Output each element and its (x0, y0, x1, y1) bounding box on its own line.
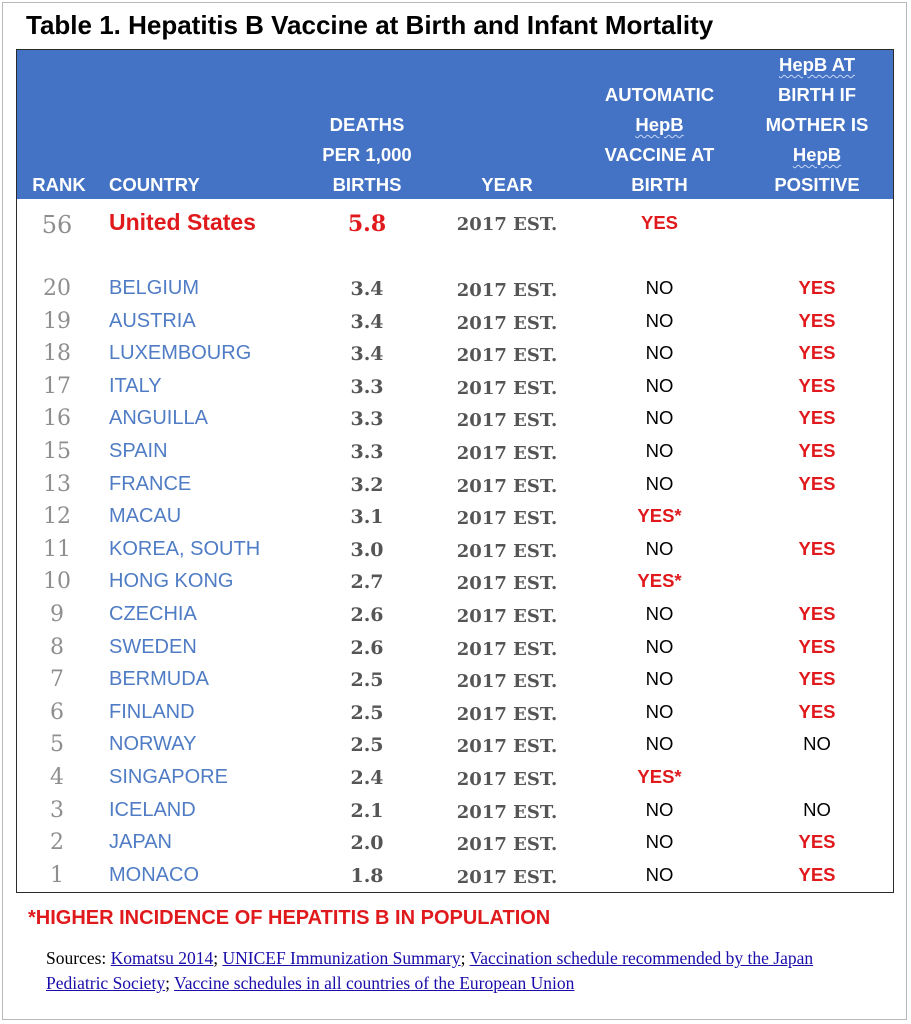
country-cell: MONACO (109, 863, 199, 886)
auto-hepb-cell: NO (645, 635, 674, 657)
year-cell: 2017 EST. (456, 540, 558, 562)
auto-hepb-cell: NO (645, 472, 674, 494)
source-link-eu-schedules[interactable]: Vaccine schedules in all countries of the European Union (174, 973, 575, 993)
auto-hepb-cell: NO (645, 733, 674, 755)
country-cell: FINLAND (109, 700, 195, 723)
deaths-cell: 2.0 (350, 832, 384, 855)
year-cell: 2017 EST. (456, 410, 558, 432)
hepb-if-positive-cell: YES (798, 342, 836, 364)
deaths-cell: 3.1 (350, 506, 384, 529)
deaths-cell: 2.5 (350, 734, 384, 757)
deaths-cell: 3.0 (350, 538, 384, 561)
table-row (17, 403, 893, 436)
rank-cell: 11 (43, 536, 71, 562)
sources-label: Sources: (46, 948, 107, 968)
hepb-if-positive-cell: YES (798, 440, 836, 461)
table-row (17, 306, 893, 339)
hepb-if-positive-cell: YES (798, 635, 836, 657)
deaths-cell: 3.2 (350, 473, 384, 496)
deaths-cell: 2.4 (350, 767, 384, 789)
hepb-if-positive-cell: YES (798, 374, 836, 396)
auto-hepb-cell: NO (645, 603, 674, 624)
auto-hepb-cell: NO (645, 668, 674, 690)
table-row (17, 534, 893, 567)
table-row (17, 436, 893, 469)
deaths-cell: 2.5 (350, 701, 384, 724)
country-cell: BERMUDA (109, 668, 210, 691)
country-cell: SWEDEN (109, 635, 197, 658)
table-row (17, 729, 893, 762)
table-row (17, 338, 893, 371)
table-row (17, 795, 893, 828)
deaths-cell: 2.6 (350, 604, 384, 626)
country-cell: FRANCE (109, 472, 192, 495)
country-cell: MACAU (109, 505, 182, 528)
deaths-cell: 3.3 (350, 408, 384, 431)
table-row (17, 501, 893, 534)
rank-cell: 7 (50, 667, 64, 693)
table-row (17, 371, 893, 404)
country-cell: KOREA, SOUTH (109, 537, 261, 560)
table-row (17, 599, 893, 632)
hepb-if-positive-cell: NO (803, 798, 831, 820)
rank-cell: 20 (43, 276, 71, 301)
auto-hepb-cell: YES* (637, 505, 682, 527)
country-cell: United States (109, 209, 256, 235)
year-cell: 2017 EST. (456, 443, 558, 464)
source-link-komatsu[interactable]: Komatsu 2014 (110, 948, 214, 968)
year-cell: 2017 EST. (456, 769, 558, 790)
table-row (17, 762, 893, 795)
deaths-cell: 3.4 (350, 310, 384, 333)
deaths-cell: 3.3 (350, 375, 384, 398)
auto-hepb-cell: NO (645, 277, 674, 298)
deaths-cell: 2.6 (350, 636, 384, 659)
rank-cell: 12 (43, 504, 71, 530)
hepb-if-positive-cell: YES (798, 407, 836, 429)
year-cell: 2017 EST. (456, 377, 558, 399)
header-automatic-hepb: AUTOMATIC HepB VACCINE AT BIRTH (604, 84, 715, 195)
rank-cell: 3 (50, 797, 64, 823)
hepb-if-positive-cell: YES (798, 472, 836, 494)
hepb-if-positive-cell: YES (798, 700, 836, 722)
table-row (17, 697, 893, 730)
deaths-cell: 1.8 (350, 864, 384, 887)
year-cell: 2017 EST. (456, 834, 558, 856)
hepb-if-positive-cell: YES (798, 668, 836, 690)
deaths-cell: 2.7 (350, 571, 384, 594)
country-cell: AUSTRIA (109, 309, 196, 332)
table-row (17, 566, 893, 599)
deaths-cell: 3.4 (350, 343, 384, 366)
rank-cell: 6 (50, 699, 64, 725)
hepb-if-positive-cell: YES (798, 863, 836, 885)
auto-hepb-cell: NO (645, 309, 674, 331)
auto-hepb-cell: YES* (637, 766, 682, 787)
hepb-if-positive-cell: YES (798, 277, 836, 298)
auto-hepb-cell: NO (645, 798, 674, 820)
country-cell: ANGUILLA (109, 407, 208, 430)
rank-cell: 17 (43, 373, 71, 399)
table-row (17, 860, 893, 893)
country-cell: HONG KONG (109, 570, 234, 593)
year-cell: 2017 EST. (456, 671, 558, 693)
rank-cell: 10 (43, 569, 71, 595)
table-row (17, 273, 893, 306)
year-cell: 2017 EST. (456, 736, 558, 758)
footnote: *HIGHER INCIDENCE OF HEPATITIS B IN POPULATION (28, 907, 551, 929)
source-link-japan-pediatric[interactable]: Vaccination schedule recommended by the Japan Pediatric Society (46, 948, 814, 993)
rank-cell: 56 (41, 211, 73, 239)
header-country: COUNTRY (109, 174, 200, 195)
auto-hepb-cell: NO (645, 407, 674, 429)
rank-cell: 5 (50, 732, 64, 758)
year-cell: 2017 EST. (456, 475, 558, 497)
country-cell: BELGIUM (109, 277, 200, 299)
table-row (17, 664, 893, 697)
hepb-if-positive-cell: YES (798, 603, 836, 624)
auto-hepb-cell: NO (645, 342, 674, 364)
auto-hepb-cell: YES (640, 212, 679, 233)
country-cell: ICELAND (109, 798, 196, 821)
year-cell: 2017 EST. (456, 703, 558, 725)
rank-cell: 1 (50, 862, 64, 888)
hepb-if-positive-cell: YES (798, 309, 836, 331)
deaths-cell: 3.3 (350, 441, 384, 463)
year-cell: 2017 EST. (456, 214, 558, 235)
auto-hepb-cell: NO (645, 537, 674, 559)
year-cell: 2017 EST. (456, 345, 558, 367)
header-year: YEAR (481, 174, 533, 195)
country-cell: ITALY (109, 374, 162, 397)
rank-cell: 16 (43, 406, 71, 432)
deaths-cell: 3.4 (350, 278, 384, 300)
hepb-if-positive-cell: YES (798, 831, 836, 853)
rank-cell: 18 (43, 341, 71, 367)
country-cell: SINGAPORE (109, 766, 228, 788)
rank-cell: 2 (50, 830, 64, 856)
country-cell: LUXEMBOURG (109, 342, 252, 365)
country-cell: JAPAN (109, 831, 172, 854)
country-cell: NORWAY (109, 733, 197, 756)
deaths-cell: 5.8 (347, 211, 387, 237)
hepb-if-positive-cell: YES (798, 537, 836, 559)
year-cell: 2017 EST. (456, 866, 558, 888)
table-row (17, 827, 893, 860)
header-hepb-if-positive: HepB AT BIRTH IF MOTHER IS HepB POSITIVE (765, 54, 869, 195)
table-header (17, 50, 893, 199)
auto-hepb-cell: NO (645, 374, 674, 396)
rank-cell: 4 (50, 765, 64, 790)
table-row (17, 632, 893, 665)
year-cell: 2017 EST. (456, 638, 558, 660)
auto-hepb-cell: NO (645, 440, 674, 461)
country-cell: SPAIN (109, 440, 168, 462)
rank-cell: 19 (43, 308, 71, 334)
rank-cell: 13 (43, 471, 71, 497)
rank-cell: 15 (43, 439, 71, 464)
year-cell: 2017 EST. (456, 573, 558, 595)
data-table (16, 49, 894, 893)
country-cell: CZECHIA (109, 603, 197, 625)
deaths-cell: 2.1 (350, 799, 384, 822)
year-cell: 2017 EST. (456, 606, 558, 627)
table-row-united-states (17, 205, 893, 238)
year-cell: 2017 EST. (456, 312, 558, 334)
auto-hepb-cell: NO (645, 863, 674, 885)
deaths-cell: 2.5 (350, 669, 384, 692)
hepb-if-positive-cell: NO (803, 733, 831, 755)
source-link-unicef[interactable]: UNICEF Immunization Summary (222, 948, 461, 968)
year-cell: 2017 EST. (456, 801, 558, 823)
table-row (17, 469, 893, 502)
auto-hepb-cell: NO (645, 700, 674, 722)
rank-cell: 9 (50, 602, 64, 627)
auto-hepb-cell: YES* (637, 570, 682, 592)
header-deaths: DEATHS PER 1,000 BIRTHS (322, 114, 412, 195)
auto-hepb-cell: NO (645, 831, 674, 853)
table-title: Table 1. Hepatitis B Vaccine at Birth and Infant Mortality (26, 10, 714, 40)
year-cell: 2017 EST. (456, 508, 558, 530)
sources: Sources: Komatsu 2014; UNICEF Immunization Summary; Vaccination schedule recommended by the Japan Pediatric Society; Vaccine schedules in all countries of the European Union (46, 948, 814, 993)
rank-cell: 8 (50, 634, 64, 660)
header-rank: RANK (32, 174, 86, 195)
year-cell: 2017 EST. (456, 280, 558, 301)
